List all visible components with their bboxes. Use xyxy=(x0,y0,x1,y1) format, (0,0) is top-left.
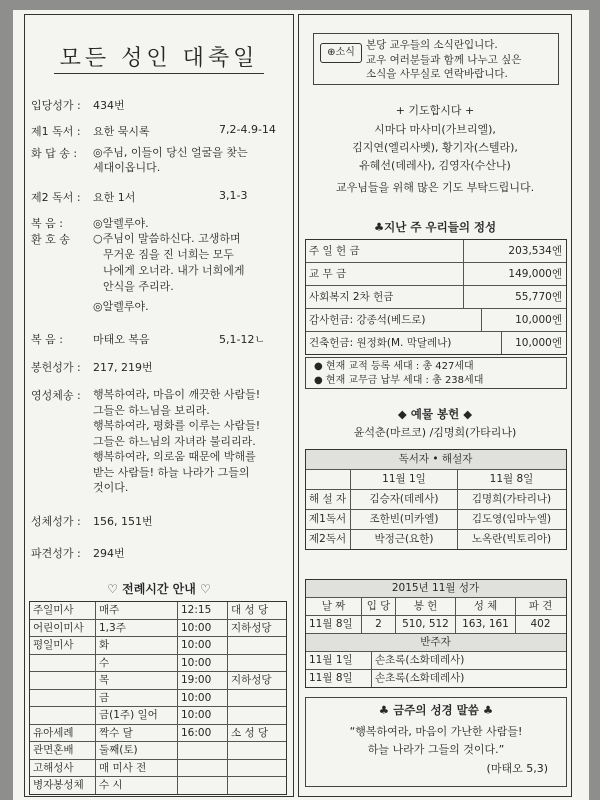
entrance-hymn: 입당성가 : 434번 xyxy=(31,99,125,112)
news-tag: ⊕소식 xyxy=(320,43,362,63)
hymns-table xyxy=(305,579,567,688)
news-line-1: 본당 교우들의 소식란입니다. xyxy=(366,39,498,51)
verse-reference: (마태오 5,3) xyxy=(486,762,548,775)
table-row: 감사헌금: 강종석(베드로) 10,000엔 xyxy=(306,309,566,332)
page-title: 모든 성인 대축일 xyxy=(25,41,293,72)
table-row: 날 짜 입 당 봉 헌 성 체 파 견 xyxy=(306,598,566,616)
table-row: 주일미사 매주 12:15 대 성 당 xyxy=(30,602,286,620)
prayer-title: + 기도합시다 + xyxy=(395,104,475,117)
table-row: 주 일 헌 금 203,534엔 xyxy=(306,240,566,263)
household-note: ● 현재 교적 등록 세대 : 총 427세대 ● 현재 교무금 납부 세대 : 총 238세대 xyxy=(305,357,567,389)
table-row: 2015년 11월 성가 xyxy=(306,580,566,598)
gospel-acclamation: 복 음 : ◎알렐루야. xyxy=(31,217,149,230)
table-row: 11월 8일 손초록(소화데레사) xyxy=(306,670,566,687)
table-row: 어린이미사 1,3주 10:00 지하성당 xyxy=(30,620,286,638)
verse-line-2: 하늘 나라가 그들의 것이다.” xyxy=(367,743,505,756)
news-line-3: 소식을 사무실로 연락바랍니다. xyxy=(366,68,508,80)
news-icon: ⊕ xyxy=(327,47,336,58)
first-reading: 제1 독서 : 요한 묵시록 7,2-4.9-14 xyxy=(31,123,276,138)
acclamation-text: ○주님이 말씀하신다. 고생하며 무거운 짐을 진 너희는 모두 나에게 오너라. 내가 너희에게 안식을 주리라. ◎알렐루야. xyxy=(93,232,245,313)
psalm-label: 화 답 송 : xyxy=(31,147,78,160)
schedule-table xyxy=(29,601,287,795)
table-row: 병자봉성체 수 시 xyxy=(30,777,286,794)
news-column xyxy=(298,14,572,797)
communion-hymn: 성체성가 : 156, 151번 xyxy=(31,515,153,528)
communion-antiphon-text: 행복하여라, 마음이 깨끗한 사람들! 그들은 하느님을 보리라. 행복하여라, 평화를 이루는 사람들! 그들은 하느님의 자녀라 불리리라. 행복하여라, 의로움 때문에 박해를 받는 사람들! 하늘 나라가 그들의 것이다. xyxy=(93,388,261,494)
verse-title: ♣ 금주의 성경 말씀 ♣ xyxy=(378,703,494,717)
table-row: 제2독서 박정근(요한) 노옥란(빅토리아) xyxy=(306,530,566,549)
table-row: 제1독서 조한빈(미카엘) 김도영(임마누엘) xyxy=(306,510,566,530)
table-row: 금 10:00 xyxy=(30,690,286,708)
prayer-list: 시마다 마사미(가브리엘), 김지연(엘리사벳), 황기자(스텔라), 유혜선(데레사), 김영자(수산나) 교우님들을 위해 많은 기도 부탁드립니다. xyxy=(335,123,535,194)
second-reading: 제2 독서 : 요한 1서 3,1-3 xyxy=(31,189,248,204)
news-line-2: 교우 여러분들과 함께 나누고 싶은 xyxy=(366,54,522,66)
table-row: 목 19:00 지하성당 xyxy=(30,672,286,690)
table-row: 유아세례 짝수 달 16:00 소 성 당 xyxy=(30,725,286,743)
table-row: 금(1주) 일어 10:00 xyxy=(30,707,286,725)
acclamation-label: 환 호 송 xyxy=(31,233,70,246)
table-row: 건축헌금: 원정화(M. 막달레나) 10,000엔 xyxy=(306,332,566,354)
news-box xyxy=(313,33,559,85)
table-row: 교 무 금 149,000엔 xyxy=(306,263,566,286)
table-row: 고해성사 매 미사 전 xyxy=(30,760,286,778)
table-row: 11월 1일 손초록(소화데레사) xyxy=(306,652,566,670)
offertory-hymn: 봉헌성가 : 217, 219번 xyxy=(31,361,153,374)
table-row: 독서자 • 해설자 xyxy=(306,450,566,470)
table-row: 해 설 자 김승자(데레사) 김명희(가타리나) xyxy=(306,490,566,510)
communion-antiphon-label: 영성체송 : xyxy=(31,389,81,402)
verse-line-1: “행복하여라, 마음이 가난한 사람들! xyxy=(349,725,523,738)
schedule-title: ♡ 전례시간 안내 ♡ xyxy=(107,582,211,596)
verse-box xyxy=(305,697,567,787)
table-row: 반주자 xyxy=(306,634,566,652)
offering-title: ♣지난 주 우리들의 정성 xyxy=(373,220,497,234)
gospel: 복 음 : 마태오 복음 5,1-12ㄴ xyxy=(31,333,266,346)
gift-title: ◆ 예물 봉헌 ◆ xyxy=(397,407,473,421)
recessional-hymn: 파견성가 : 294번 xyxy=(31,547,125,560)
table-row: 관면혼배 둘째(토) xyxy=(30,742,286,760)
psalm-text: ◎주님, 이들이 당신 얼굴을 찾는 세대이옵니다. xyxy=(93,146,248,174)
table-row: 11월 8일 2 510, 512 163, 161 402 xyxy=(306,616,566,634)
liturgy-column xyxy=(24,14,294,797)
offering-table xyxy=(305,239,567,355)
table-row: 사회복지 2차 헌금 55,770엔 xyxy=(306,286,566,309)
bulletin-page xyxy=(13,10,589,800)
table-row: 평일미사 화 10:00 xyxy=(30,637,286,655)
gift-names: 윤석춘(마르코) /김명희(가타리나) xyxy=(353,426,517,439)
readers-table xyxy=(305,449,567,550)
table-row: 수 10:00 xyxy=(30,655,286,673)
table-row: 11월 1일 11월 8일 xyxy=(306,470,566,490)
